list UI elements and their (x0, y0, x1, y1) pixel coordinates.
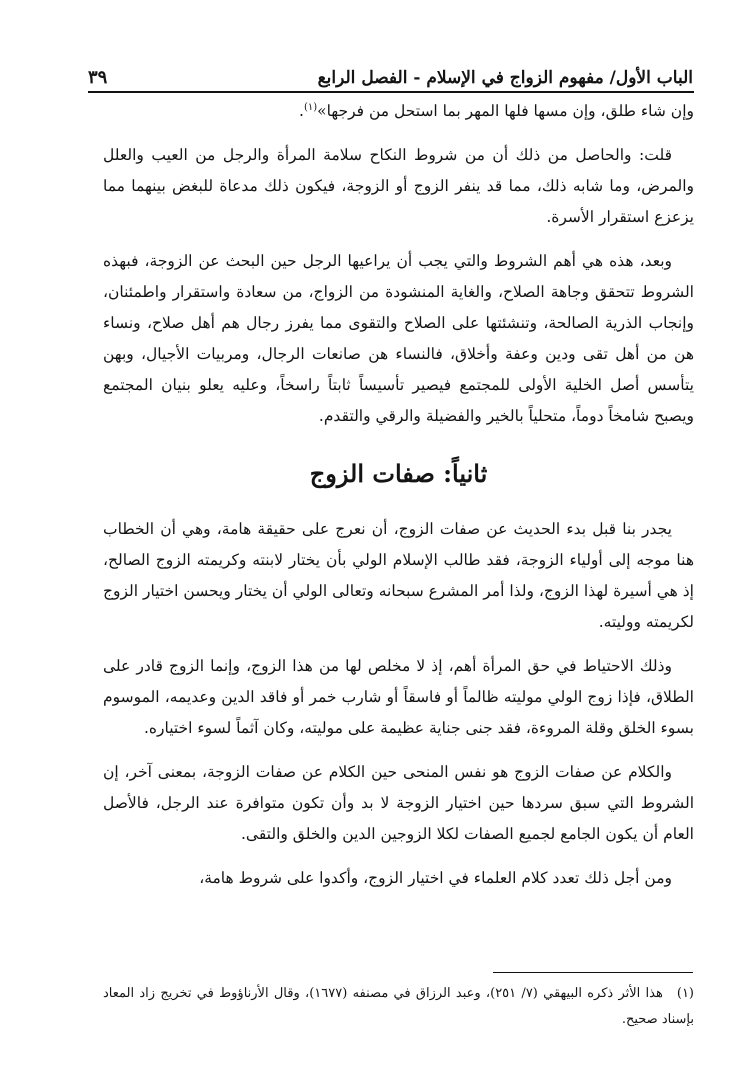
paragraph: قلت: والحاصل من ذلك أن من شروط النكاح سلامة المرأة والرجل من العيب والعلل والمرض، وما شابه ذلك، مما قد ينفر الزوج أو الزوجة، فيكون ذلك مدعاة للبغض بينهما مما يزعزع استقرار الأسرة. (103, 146, 694, 226)
paragraph: وبعد، هذه هي أهم الشروط والتي يجب أن يراعيها الرجل حين البحث عن الزوجة، فبهذه الشروط تتحقق وجاهة الصلاح، والغاية المنشودة من الزواج، من سعادة واستقرار واطمئنان، وإنجاب الذرية الصالحة، وتنشئتها على الصلاح والتقوى مما يفرز رجال هم أهل صلاح، ونساء هن من أهل تقى ودين وعفة وأخلاق، فالنساء هن صانعات الرجال، ومربيات الأجيال، وبهن يتأسس أصل الخلية الأولى للمجتمع فيصير تأسيساً ثابتاً راسخاً، وعليه يعلو بنيان المجتمع ويصبح شامخاً دوماً، متحلياً بالخير والفضيلة والرقي والتقدم. (103, 252, 694, 425)
section-heading: ثانياً: صفات الزوج (309, 459, 488, 488)
footnote-text: هذا الأثر ذكره البيهقي (٧/ ٢٥١)، وعبد الرزاق في مصنفه (١٦٧٧)، وقال الأرناؤوط في تخريج زاد المعاد بإسناد صحيح. (103, 986, 694, 1027)
paragraph: يجدر بنا قبل بدء الحديث عن صفات الزوج، أن نعرج على حقيقة هامة، وهي أن الخطاب هنا موجه إلى أولياء الزوجة، فقد طالب الإسلام الولي بأن يختار لابنته وكريمته الزوج الصالح، إذ هي أسيرة لهذا الزوج، ولذا أمر المشرع سبحانه وتعالى الولي أن يختار ويحسن اختيار الزوج لكريمته ووليته. (103, 520, 694, 631)
page-header (88, 58, 693, 88)
paragraph: والكلام عن صفات الزوج هو نفس المنحى حين الكلام عن صفات الزوجة، بمعنى آخر، إن الشروط التي سبق سردها حين اختيار الزوجة لا بد وأن تكون متوافرة عند الرجل، فالأصل العام أن يكون الجامع لجميع الصفات لكلا الزوجين الدين والخلق والتقى. (103, 763, 694, 843)
footnote (103, 981, 694, 1033)
page-body (103, 96, 694, 907)
running-title: الباب الأول/ مفهوم الزواج في الإسلام - الفصل الرابع (317, 68, 693, 88)
paragraph: وإن شاء طلق، وإن مسها فلها المهر بما استحل من فرجها»$^{(١)}$. (299, 101, 694, 120)
footnote-marker: (١) (676, 986, 694, 1001)
paragraph: وذلك الاحتياط في حق المرأة أهم، إذ لا مخلص لها من هذا الزوج، وإنما الزوج قادر على الطلاق، فإذا زوج الولي موليته ظالماً أو فاسقاً أو شارب خمر أو فاقد الدين وعديمه، الموسوم بسوء الخلق وقلة المروءة، فقد جنى جناية عظيمة على موليته، وكان آثماً لسوء اختياره. (103, 657, 694, 737)
page-number: ٣٩ (88, 67, 108, 88)
footnote-reference: (١) (303, 101, 318, 113)
paragraph-text: وإن شاء طلق، وإن مسها فلها المهر بما استحل من فرجها» (317, 102, 694, 120)
paragraph: ومن أجل ذلك تعدد كلام العلماء في اختيار الزوج، وأكدوا على شروط هامة، (199, 869, 672, 887)
footnote-separator (493, 972, 693, 973)
header-rule (88, 91, 694, 93)
